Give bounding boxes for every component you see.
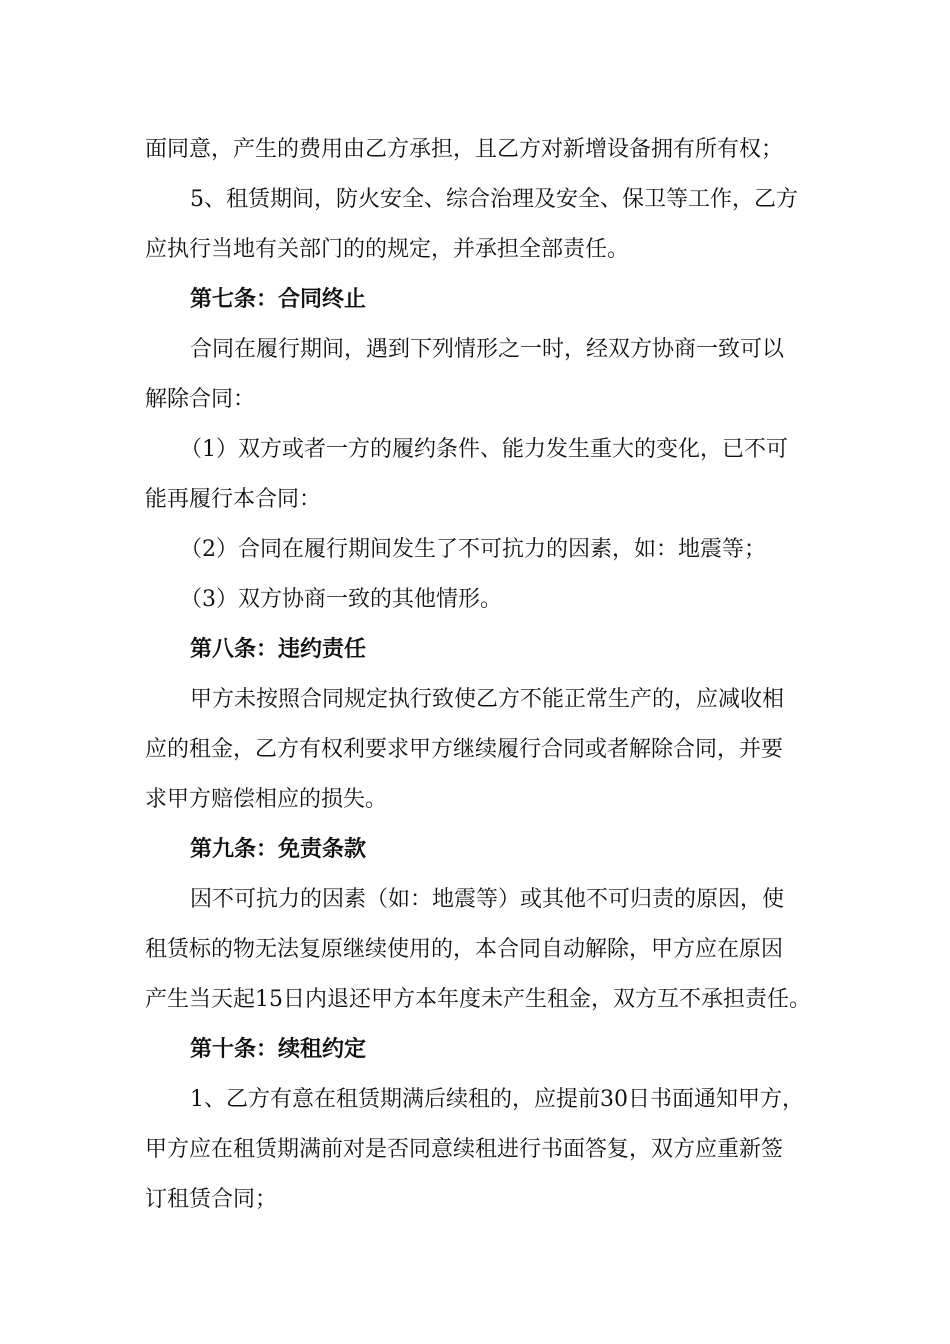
- text-line: 1、乙方有意在租赁期满后续租的，应提前30日书面通知甲方，: [190, 1087, 804, 1112]
- section-heading: 第七条：合同终止: [190, 287, 367, 312]
- text-line: 求甲方赔偿相应的损失。: [145, 787, 388, 812]
- text-line: （2）合同在履行期间发生了不可抗力的因素，如：地震等；: [180, 537, 766, 562]
- text-line: （3）双方协商一致的其他情形。: [180, 587, 502, 612]
- text-line: 能再履行本合同：: [145, 487, 322, 512]
- text-line: 面同意，产生的费用由乙方承担，且乙方对新增设备拥有所有权；: [145, 137, 784, 162]
- text-line: 因不可抗力的因素（如：地震等）或其他不可归责的原因，使: [190, 887, 785, 912]
- text-line: 产生当天起15日内退还甲方本年度未产生租金，双方互不承担责任。: [145, 987, 811, 1012]
- text-line: 合同在履行期间，遇到下列情形之一时，经双方协商一致可以: [190, 337, 785, 362]
- section-heading: 第十条：续租约定: [190, 1037, 367, 1062]
- text-line: 应执行当地有关部门的的规定，并承担全部责任。: [145, 237, 630, 262]
- text-line: 解除合同：: [145, 387, 256, 412]
- text-line: 甲方应在租赁期满前对是否同意续租进行书面答复，双方应重新签: [145, 1137, 784, 1162]
- text-line: 租赁标的物无法复原继续使用的，本合同自动解除，甲方应在原因: [145, 937, 784, 962]
- section-heading: 第八条：违约责任: [190, 637, 367, 662]
- text-line: 应的租金，乙方有权利要求甲方继续履行合同或者解除合同，并要: [145, 737, 784, 762]
- text-line: 甲方未按照合同规定执行致使乙方不能正常生产的，应减收相: [190, 687, 785, 712]
- section-heading: 第九条：免责条款: [190, 837, 367, 862]
- text-line: 5、租赁期间，防火安全、综合治理及安全、保卫等工作，乙方: [190, 187, 798, 212]
- text-line: （1）双方或者一方的履约条件、能力发生重大的变化，已不可: [180, 437, 788, 462]
- text-line: 订租赁合同；: [145, 1187, 278, 1212]
